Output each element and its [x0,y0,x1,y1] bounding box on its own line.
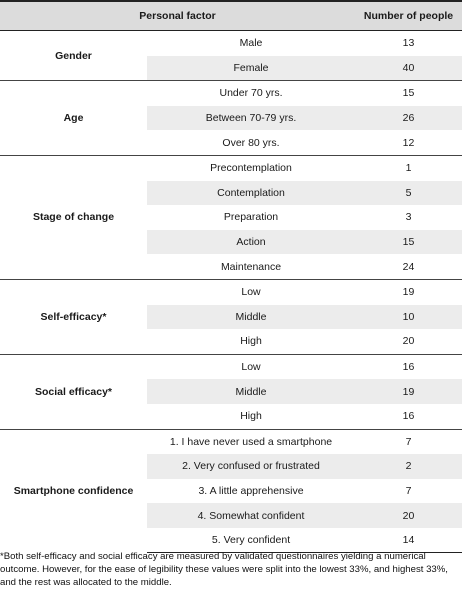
count-cell: 2 [355,454,462,479]
count-cell: 40 [355,56,462,81]
count-cell: 13 [402,37,415,50]
level-cell: Male [239,37,263,50]
count-cell: 16 [355,354,462,379]
header-row [0,1,462,31]
count-cell: 19 [355,379,462,404]
table-row [0,31,462,56]
factor-cell: Gender [0,31,147,81]
level-cell: Middle [147,379,355,404]
count-cell: 12 [402,136,415,149]
count-cell: 16 [402,410,415,423]
level-cell: 3. A little apprehensive [198,484,304,497]
level-cell: 5. Very confident [147,528,355,553]
level-cell: Low [147,354,355,379]
level-cell: 2. Very confused or frustrated [147,454,355,479]
level-cell: Low [147,279,355,304]
level-cell: Maintenance [220,260,282,273]
count-cell: 3 [405,211,412,224]
level-cell: Middle [147,305,355,330]
header-personal-factor: Personal factor [0,1,355,31]
table-row [0,429,462,454]
table-row [0,354,462,379]
count-cell: 7 [355,429,462,454]
level-cell: Under 70 yrs. [147,81,355,106]
level-cell: Over 80 yrs. [222,136,280,149]
count-cell: 14 [355,528,462,553]
level-cell: Female [147,56,355,81]
level-cell: Precontemplation [147,155,355,180]
table-row [0,279,462,304]
table-row [0,81,462,106]
factor-cell: Stage of change [0,155,147,279]
factor-cell: Self-efficacy* [0,279,147,354]
count-cell: 20 [402,335,415,348]
footnote: *Both self-efficacy and social efficacy are measured by validated questionnaires yielding a numerical outcome. However, for the ease of legibility these values were split into the lowest 33%, and highest 33%, and the rest was allocated to the middle. [0,551,448,588]
count-cell: 10 [355,305,462,330]
level-cell: 1. I have never used a smartphone [147,429,355,454]
factor-cell: Social efficacy* [0,354,147,429]
count-cell: 20 [355,503,462,528]
count-cell: 19 [355,279,462,304]
count-cell: 15 [355,81,462,106]
level-cell: High [240,335,262,348]
level-cell: 4. Somewhat confident [147,503,355,528]
header-number-of-people: Number of people [355,1,462,31]
count-cell: 5 [355,181,462,206]
level-cell: Between 70-79 yrs. [147,106,355,131]
count-cell: 24 [402,260,415,273]
level-cell: Preparation [223,211,279,224]
count-cell: 7 [405,484,412,497]
factor-cell: Age [0,81,147,156]
factor-cell: Smartphone confidence [0,429,147,553]
level-cell: High [240,410,262,423]
table-row [0,155,462,180]
count-cell: 1 [355,155,462,180]
level-cell: Contemplation [147,181,355,206]
count-cell: 26 [355,106,462,131]
table-body [0,31,462,553]
count-cell: 15 [355,230,462,255]
level-cell: Action [147,230,355,255]
